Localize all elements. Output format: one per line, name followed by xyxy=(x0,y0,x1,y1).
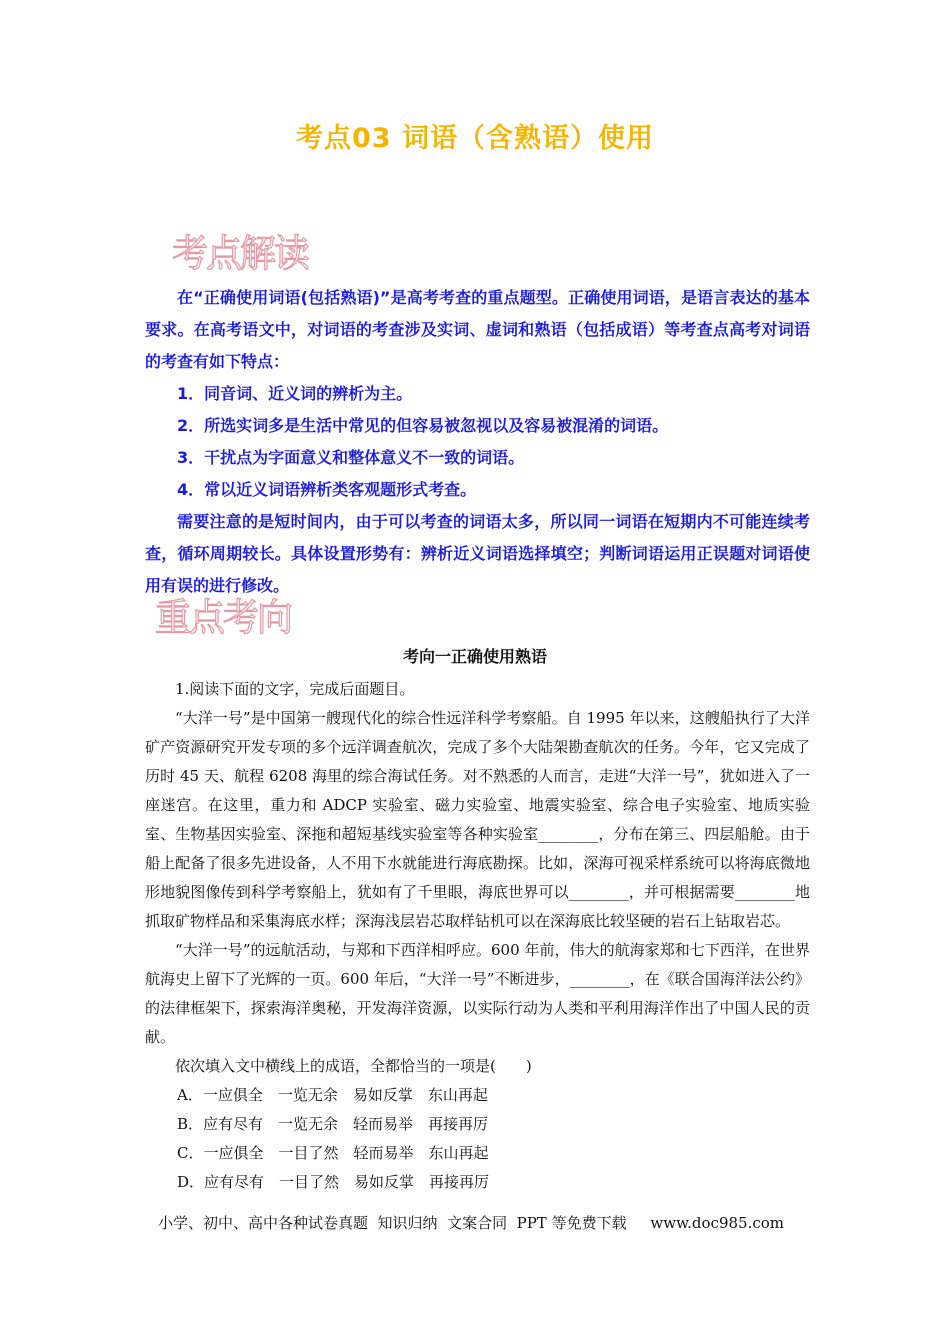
passage-paragraph: “大洋一号”的远航活动，与郑和下西洋相呼应。600 年前，伟大的航海家郑和七下西洋，在世界航海史上留下了光辉的一页。600 年后，“大洋一号”不断进步，________，在《联合国海洋法公约》的法律框架下，探索海洋奥秘，开发海洋资源，以实际行动为人类和平利用海洋作出了中国人民的贡献。 xyxy=(145,941,810,1046)
section-stamp-key-directions: 重点考向 xyxy=(155,597,292,641)
intro-section xyxy=(145,282,810,602)
option-c: C．一应俱全 一目了然 轻而易举 东山再起 xyxy=(177,1144,489,1162)
passage-paragraph: “大洋一号”是中国第一艘现代化的综合性远洋科学考察船。自 1995 年以来，这艘船执行了大洋矿产资源研究开发专项的多个远洋调查航次，完成了多个大陆架勘查航次的任务。今年，它又完成了历时 45 天、航程 6208 海里的综合海试任务。对不熟悉的人而言，走进“大洋一号”，犹如进入了一座迷宫。在这里，重力和 ADCP 实验室、磁力实验室、地震实验室、综合电子实验室、地质实验室、生物基因实验室、深拖和超短基线实验室等各种实验室________，分布在第三、四层船舱。由于船上配备了很多先进设备，人不用下水就能进行海底勘探。比如，深海可视采样系统可以将海底微地形地貌图像传到科学考察船上，犹如有了千里眼，海底世界可以________，并可根据需要________地抓取矿物样品和采集海底水样；深海浅层岩芯取样钻机可以在深海底比较坚硬的岩石上钻取岩芯。 xyxy=(145,709,810,930)
page-title: 考点03 词语（含熟语）使用 xyxy=(296,123,654,154)
question-stem: 1.阅读下面的文字，完成后面题目。 xyxy=(175,680,415,698)
section-subheading: 考向一正确使用熟语 xyxy=(402,647,547,666)
section-stamp-exam-reading: 考点解读 xyxy=(172,233,309,277)
option-d: D．应有尽有 一目了然 易如反掌 再接再厉 xyxy=(177,1173,490,1191)
answer-options xyxy=(145,1081,810,1197)
option-b: B．应有尽有 一览无余 轻而易举 再接再厉 xyxy=(177,1115,489,1133)
intro-paragraph: 在“正确使用词语(包括熟语)”是高考考查的重点题型。正确使用词语，是语言表达的基本要求。在高考语文中，对词语的考查涉及实词、虚词和熟语（包括成语）等考查点高考对词语的考查有如下特点： xyxy=(145,288,810,371)
option-a: A．一应俱全 一览无余 易如反掌 东山再起 xyxy=(177,1086,488,1104)
question-block xyxy=(145,675,810,1197)
intro-note-paragraph: 需要注意的是短时间内，由于可以考查的词语太多，所以同一词语在短期内不可能连续考查，循环周期较长。具体设置形势有：辨析近义词语选择填空；判断词语运用正误题对词语使用有误的进行修改。 xyxy=(145,512,810,595)
page-footer: 小学、初中、高中各种试卷真题 知识归纳 文案合同 PPT 等免费下载 www.doc985.com xyxy=(158,1214,785,1232)
intro-point: 3．干扰点为字面意义和整体意义不一致的词语。 xyxy=(177,448,525,467)
intro-point: 1．同音词、近义词的辨析为主。 xyxy=(177,384,413,403)
question-prompt: 依次填入文中横线上的成语，全都恰当的一项是( ) xyxy=(175,1057,532,1075)
intro-point: 4．常以近义词语辨析类客观题形式考查。 xyxy=(177,480,477,499)
intro-point: 2．所选实词多是生活中常见的但容易被忽视以及容易被混淆的词语。 xyxy=(177,416,669,435)
